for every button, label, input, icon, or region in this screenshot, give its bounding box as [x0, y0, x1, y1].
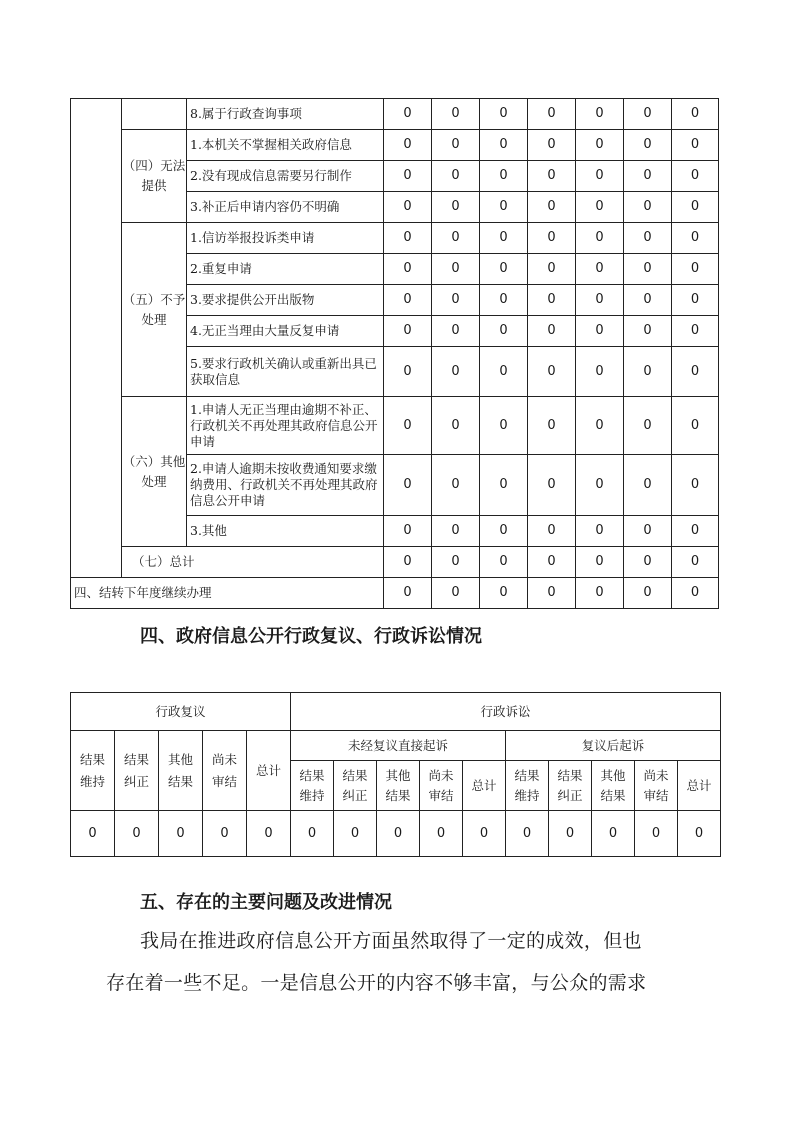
value-cell: 0: [672, 316, 719, 347]
value-cell: 0: [528, 316, 576, 347]
value-cell: 0: [624, 223, 672, 254]
group-label: （四）无法提供: [122, 130, 187, 223]
value-cell: 0: [672, 547, 719, 578]
body-paragraph-line-2: 存在着一些不足。一是信息公开的内容不够丰富，与公众的需求: [106, 972, 647, 994]
review-column-header: 结果维持: [71, 731, 115, 811]
row-label: 3.要求提供公开出版物: [187, 285, 384, 316]
value-cell: 0: [576, 130, 624, 161]
value-cell: 0: [672, 130, 719, 161]
value-cell: 0: [291, 811, 334, 857]
value-cell: 0: [624, 397, 672, 455]
value-cell: 0: [384, 192, 432, 223]
value-cell: 0: [678, 811, 721, 857]
application-processing-table: [70, 98, 719, 609]
value-cell: 0: [672, 192, 719, 223]
value-cell: 0: [384, 578, 432, 609]
value-cell: 0: [672, 223, 719, 254]
row-label: 1.申请人无正当理由逾期不补正、行政机关不再处理其政府信息公开申请: [187, 397, 384, 455]
value-cell: 0: [672, 578, 719, 609]
value-cell: 0: [624, 516, 672, 547]
value-cell: 0: [576, 254, 624, 285]
value-cell: 0: [384, 161, 432, 192]
value-cell: 0: [624, 316, 672, 347]
value-cell: 0: [576, 347, 624, 397]
value-cell: 0: [576, 516, 624, 547]
value-cell: 0: [480, 254, 528, 285]
value-cell: 0: [480, 347, 528, 397]
review-column-header: 尚未审结: [203, 731, 247, 811]
value-cell: 0: [384, 455, 432, 516]
value-cell: 0: [480, 578, 528, 609]
value-cell: 0: [672, 516, 719, 547]
value-cell: 0: [384, 347, 432, 397]
row-label: 2.没有现成信息需要另行制作: [187, 161, 384, 192]
no-review-header: 未经复议直接起诉: [291, 731, 506, 761]
value-cell: 0: [432, 254, 480, 285]
review-litigation-table: [70, 692, 721, 857]
value-cell: 0: [71, 811, 115, 857]
value-cell: 0: [463, 811, 506, 857]
table-row: [71, 99, 719, 130]
value-cell: 0: [432, 223, 480, 254]
table-row: [71, 397, 719, 455]
row-label: 3.补正后申请内容仍不明确: [187, 192, 384, 223]
value-cell: 0: [384, 285, 432, 316]
value-cell: 0: [672, 285, 719, 316]
value-cell: 0: [480, 547, 528, 578]
value-cell: 0: [672, 161, 719, 192]
value-cell: 0: [480, 516, 528, 547]
value-cell: 0: [672, 455, 719, 516]
value-cell: 0: [384, 516, 432, 547]
value-cell: 0: [384, 316, 432, 347]
value-cell: 0: [624, 192, 672, 223]
value-cell: 0: [624, 578, 672, 609]
litigation-column-header: 结果维持: [506, 761, 549, 811]
value-cell: 0: [384, 397, 432, 455]
value-cell: 0: [384, 547, 432, 578]
value-cell: 0: [203, 811, 247, 857]
litigation-column-header: 尚未审结: [635, 761, 678, 811]
value-cell: 0: [480, 397, 528, 455]
value-cell: 0: [432, 516, 480, 547]
row-label: 四、结转下年度继续办理: [71, 578, 384, 609]
value-cell: 0: [432, 316, 480, 347]
outer-category-cell: [71, 99, 122, 578]
review-header: 行政复议: [71, 693, 291, 731]
group-cell: [122, 99, 187, 130]
value-cell: 0: [672, 347, 719, 397]
row-label: 1.信访举报投诉类申请: [187, 223, 384, 254]
value-cell: 0: [576, 161, 624, 192]
value-cell: 0: [624, 455, 672, 516]
value-cell: 0: [334, 811, 377, 857]
value-cell: 0: [159, 811, 203, 857]
row-label: 1.本机关不掌握相关政府信息: [187, 130, 384, 161]
value-cell: 0: [576, 316, 624, 347]
litigation-column-header: 总计: [463, 761, 506, 811]
value-cell: 0: [576, 547, 624, 578]
row-label: 5.要求行政机关确认或重新出具已获取信息: [187, 347, 384, 397]
row-label: 3.其他: [187, 516, 384, 547]
review-column-header: 结果纠正: [115, 731, 159, 811]
value-cell: 0: [432, 192, 480, 223]
value-cell: 0: [592, 811, 635, 857]
table-row: [71, 223, 719, 254]
value-cell: 0: [624, 161, 672, 192]
after-review-header: 复议后起诉: [506, 731, 721, 761]
value-cell: 0: [420, 811, 463, 857]
value-cell: 0: [432, 99, 480, 130]
value-cell: 0: [576, 99, 624, 130]
value-cell: 0: [576, 578, 624, 609]
value-cell: 0: [576, 455, 624, 516]
group-label: （五）不予处理: [122, 223, 187, 397]
table-row: [71, 130, 719, 161]
value-cell: 0: [432, 547, 480, 578]
value-cell: 0: [480, 285, 528, 316]
value-cell: 0: [480, 99, 528, 130]
value-cell: 0: [528, 161, 576, 192]
row-label: 8.属于行政查询事项: [187, 99, 384, 130]
value-cell: 0: [624, 130, 672, 161]
value-cell: 0: [432, 397, 480, 455]
value-cell: 0: [247, 811, 291, 857]
row-label: 2.重复申请: [187, 254, 384, 285]
value-cell: 0: [384, 99, 432, 130]
value-cell: 0: [672, 254, 719, 285]
value-cell: 0: [624, 347, 672, 397]
value-cell: 0: [432, 285, 480, 316]
row-label: （七）总计: [122, 547, 384, 578]
value-cell: 0: [377, 811, 420, 857]
section-heading-review-litigation: 四、政府信息公开行政复议、行政诉讼情况: [140, 626, 482, 647]
row-label: 2.申请人逾期未按收费通知要求缴纳费用、行政机关不再处理其政府信息公开申请: [187, 455, 384, 516]
litigation-column-header: 总计: [678, 761, 721, 811]
value-cell: 0: [549, 811, 592, 857]
litigation-column-header: 其他结果: [377, 761, 420, 811]
value-cell: 0: [576, 223, 624, 254]
litigation-column-header: 结果纠正: [549, 761, 592, 811]
value-cell: 0: [384, 130, 432, 161]
value-cell: 0: [480, 223, 528, 254]
row-label: 4.无正当理由大量反复申请: [187, 316, 384, 347]
value-cell: 0: [506, 811, 549, 857]
value-cell: 0: [432, 347, 480, 397]
value-cell: 0: [528, 397, 576, 455]
review-column-header: 其他结果: [159, 731, 203, 811]
value-cell: 0: [528, 223, 576, 254]
value-cell: 0: [528, 455, 576, 516]
value-cell: 0: [115, 811, 159, 857]
value-cell: 0: [624, 547, 672, 578]
value-cell: 0: [432, 130, 480, 161]
value-cell: 0: [624, 254, 672, 285]
value-cell: 0: [635, 811, 678, 857]
value-cell: 0: [624, 99, 672, 130]
litigation-column-header: 其他结果: [592, 761, 635, 811]
value-cell: 0: [528, 130, 576, 161]
value-cell: 0: [432, 455, 480, 516]
value-cell: 0: [528, 192, 576, 223]
value-cell: 0: [480, 316, 528, 347]
value-cell: 0: [480, 130, 528, 161]
review-column-header: 总计: [247, 731, 291, 811]
value-cell: 0: [528, 347, 576, 397]
value-cell: 0: [576, 397, 624, 455]
value-cell: 0: [432, 578, 480, 609]
value-cell: 0: [528, 99, 576, 130]
table-row: [71, 578, 719, 609]
value-cell: 0: [480, 161, 528, 192]
value-cell: 0: [480, 192, 528, 223]
value-cell: 0: [384, 254, 432, 285]
value-cell: 0: [528, 254, 576, 285]
value-cell: 0: [624, 285, 672, 316]
value-cell: 0: [672, 99, 719, 130]
value-cell: 0: [528, 547, 576, 578]
table-row: [71, 547, 719, 578]
section-heading-problems: 五、存在的主要问题及改进情况: [140, 892, 392, 913]
value-cell: 0: [480, 455, 528, 516]
value-cell: 0: [576, 285, 624, 316]
litigation-column-header: 尚未审结: [420, 761, 463, 811]
value-cell: 0: [528, 578, 576, 609]
litigation-header: 行政诉讼: [291, 693, 721, 731]
litigation-column-header: 结果维持: [291, 761, 334, 811]
value-cell: 0: [432, 161, 480, 192]
value-cell: 0: [384, 223, 432, 254]
value-cell: 0: [528, 516, 576, 547]
litigation-column-header: 结果纠正: [334, 761, 377, 811]
group-label: （六）其他处理: [122, 397, 187, 547]
value-cell: 0: [672, 397, 719, 455]
value-cell: 0: [576, 192, 624, 223]
value-cell: 0: [528, 285, 576, 316]
body-paragraph-line-1: 我局在推进政府信息公开方面虽然取得了一定的成效，但也: [140, 930, 642, 952]
